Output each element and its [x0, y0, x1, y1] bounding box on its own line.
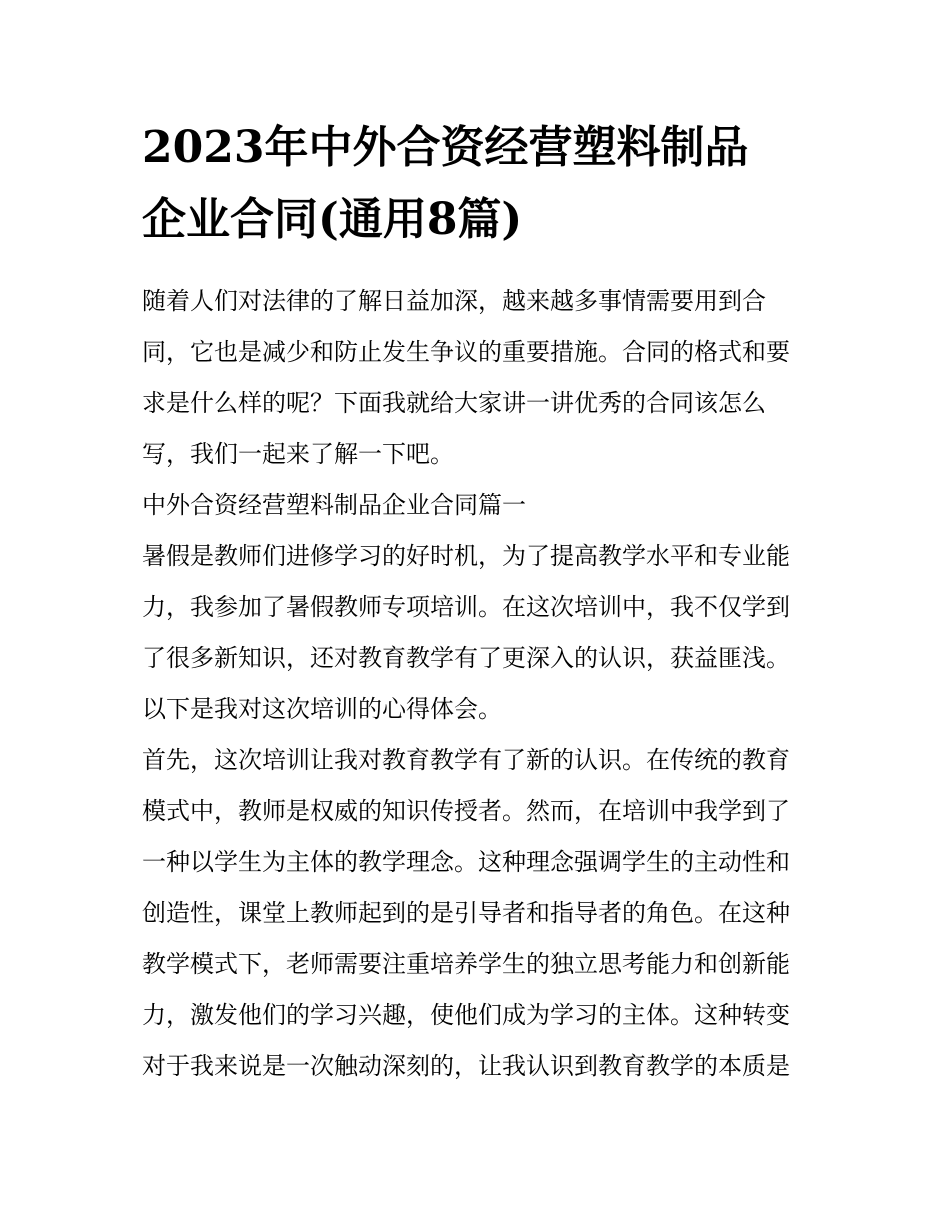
text-line: 对于我来说是一次触动深刻的，让我认识到教育教学的本质是 — [142, 1052, 790, 1080]
text-line: 同，它也是减少和防止发生争议的重要措施。合同的格式和要 — [142, 338, 790, 366]
text-line: 模式中，教师是权威的知识传授者。然而，在培训中我学到了 — [142, 797, 790, 825]
text-line: 了很多新知识，还对教育教学有了更深入的认识，获益匪浅。 — [142, 644, 790, 672]
title-line-1: 2023年中外合资经营塑料制品 — [142, 122, 749, 173]
text-line: 求是什么样的呢？下面我就给大家讲一讲优秀的合同该怎么 — [142, 389, 766, 417]
section-heading: 中外合资经营塑料制品企业合同篇一 — [142, 491, 526, 519]
text-line: 暑假是教师们进修学习的好时机，为了提高教学水平和专业能 — [142, 542, 790, 570]
text-line: 力，激发他们的学习兴趣，使他们成为学习的主体。这种转变 — [142, 1001, 790, 1029]
text-line: 创造性，课堂上教师起到的是引导者和指导者的角色。在这种 — [142, 899, 790, 927]
text-line: 力，我参加了暑假教师专项培训。在这次培训中，我不仅学到 — [142, 593, 790, 621]
text-line: 以下是我对这次培训的心得体会。 — [142, 695, 502, 723]
text-line: 一种以学生为主体的教学理念。这种理念强调学生的主动性和 — [142, 848, 790, 876]
document-body — [142, 276, 812, 1092]
text-line: 首先，这次培训让我对教育教学有了新的认识。在传统的教育 — [142, 746, 790, 774]
text-line: 写，我们一起来了解一下吧。 — [142, 440, 454, 468]
text-line: 随着人们对法律的了解日益加深，越来越多事情需要用到合 — [142, 287, 766, 315]
title-line-2: 企业合同(通用8篇) — [142, 194, 523, 245]
document-title — [142, 112, 812, 256]
text-line: 教学模式下，老师需要注重培养学生的独立思考能力和创新能 — [142, 950, 790, 978]
